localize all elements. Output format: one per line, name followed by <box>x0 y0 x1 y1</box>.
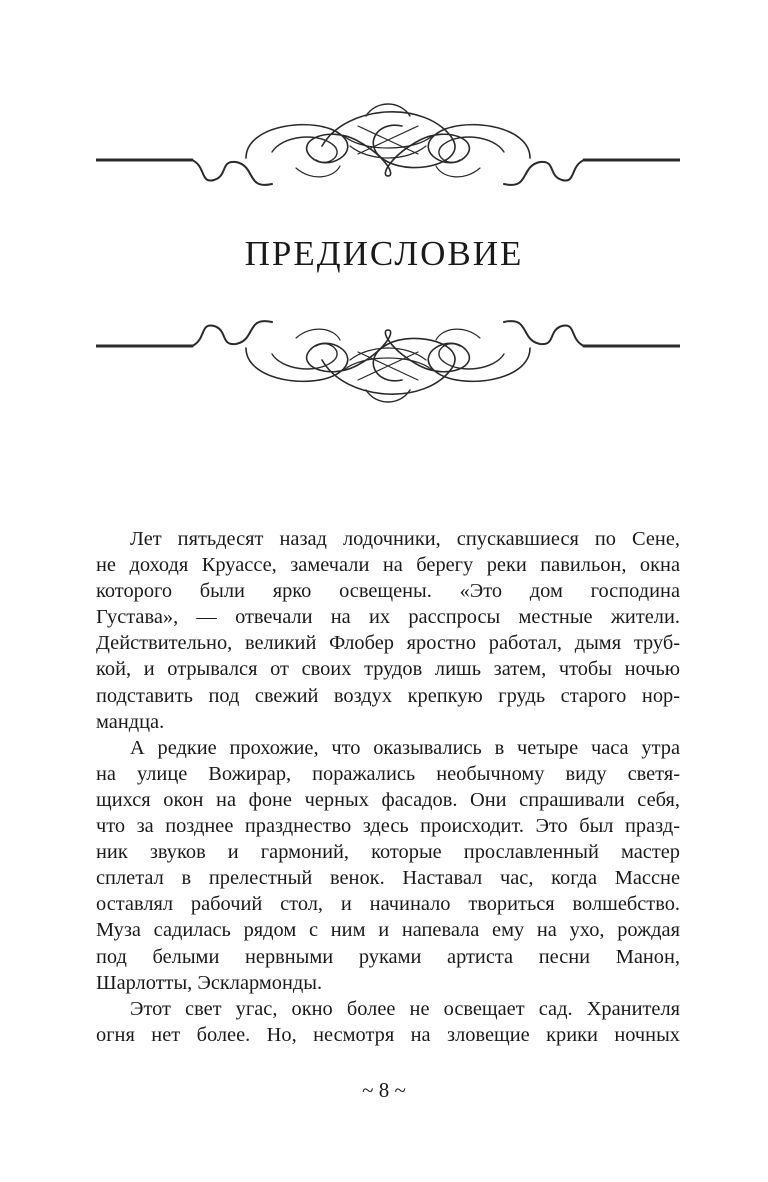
paragraph-1 <box>96 526 680 735</box>
text-line: Шарлотты, Эсклармонды. <box>96 971 323 994</box>
text-line: А редкие прохожие, что оказывались в четыре часа утра <box>130 736 680 759</box>
chapter-title: ПРЕДИСЛОВИЕ <box>244 234 524 273</box>
text-line: кой, и отрывался от своих трудов лишь затем, чтобы ночью <box>96 658 680 681</box>
paragraph-3 <box>96 996 680 1048</box>
text-line: Действительно, великий Флобер яростно работал, дымя труб- <box>96 632 680 655</box>
paragraph-2 <box>96 735 680 996</box>
text-line: что за позднее празднество здесь происходит. Это был празд- <box>96 815 680 838</box>
text-line: Лет пятьдесят назад лодочники, спускавшиеся по Сене, <box>130 528 680 550</box>
text-line: Густава», — отвечали на их расспросы местные жители. <box>96 606 680 629</box>
text-line: не доходя Круассе, замечали на берегу реки павильон, окна <box>96 554 680 577</box>
flourish-icon <box>96 96 680 196</box>
text-line: сплетал в прелестный венок. Наставал час, когда Массне <box>96 867 680 890</box>
flourish-icon <box>96 316 680 416</box>
text-line: Муза садилась рядом с ним и напевала ему на ухо, рождая <box>96 919 680 942</box>
page-number: ~ 8 ~ <box>362 1078 406 1102</box>
text-line: Этот свет угас, окно более не освещает сад. Хранителя <box>130 997 680 1020</box>
text-line: огня нет более. Но, несмотря на зловещие крики ночных <box>96 1023 680 1046</box>
text-line: которого были ярко освещены. «Это дом господина <box>96 580 680 603</box>
text-line: под белыми нервными руками артиста песни Манон, <box>96 945 680 968</box>
text-line: на улице Вожирар, поражались необычному виду светя- <box>96 762 680 785</box>
text-line: мандца. <box>96 710 165 733</box>
text-line: оставлял рабочий стол, и начинало твориться волшебство. <box>96 893 680 916</box>
body-text <box>96 526 680 1048</box>
bottom-flourish-ornament <box>96 316 680 416</box>
text-line: ник звуков и гармоний, которые прославленный мастер <box>96 841 680 864</box>
top-flourish-ornament <box>96 96 680 196</box>
text-line: подставить под свежий воздух крепкую грудь старого нор- <box>96 684 680 707</box>
text-line: щихся окон на фоне черных фасадов. Они спрашивали себя, <box>96 788 680 811</box>
